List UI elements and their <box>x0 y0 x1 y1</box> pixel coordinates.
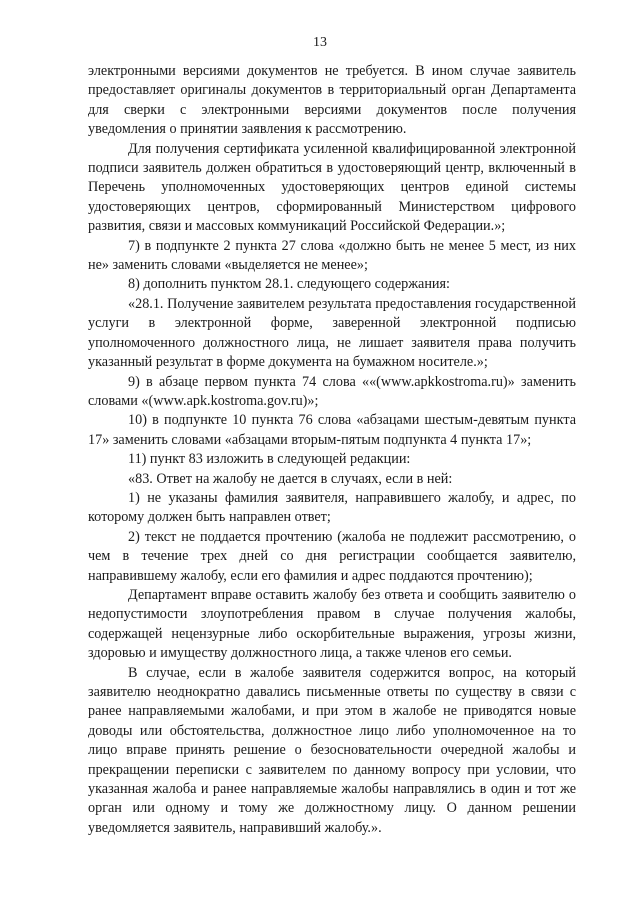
paragraph-item-11: 11) пункт 83 изложить в следующей редакции: <box>128 451 411 468</box>
paragraph-department-right: Департамент вправе оставить жалобу без ответа и сообщить заявителю о недопустимости злоупотребления правом в случае получения жалобы, содержащей нецензурные либо оскорбительные выражения, угрозы жизни, здоровью и имуществу должностного лица, а также членов его семьи. <box>88 586 576 662</box>
document-body <box>88 62 576 838</box>
paragraph-item-7: 7) в подпункте 2 пункта 27 слова «должно быть не менее 5 мест, из них не» заменить словами «выделяется не менее»; <box>88 237 576 274</box>
paragraph-repeated-complaint: В случае, если в жалобе заявителя содержится вопрос, на который заявителю неоднократно давались письменные ответы по существу в связи с ранее направляемыми жалобами, и при этом в жалобе не приводятся новые доводы или обстоятельства, должностное лицо либо уполномоченное на то лицо вправе принять решение о безосновательности очередной жалобы и прекращении переписки с заявителем по данному вопросу при условии, что указанная жалоба и ранее направляемые жалобы направлялись в один и тот же орган или одному и тому же должностному лицу. О данном решении уведомляется заявитель, направивший жалобу.». <box>88 664 576 836</box>
paragraph-subitem-2: 2) текст не поддается прочтению (жалоба не подлежит рассмотрению, о чем в течение трех дней со дня регистрации сообщается заявителю, направившему жалобу, если его фамилия и адрес поддаются прочтению); <box>88 528 576 584</box>
paragraph-signature-certificate: Для получения сертификата усиленной квалифицированной электронной подписи заявитель должен обратиться в удостоверяющий центр, включенный в Перечень уполномоченных удостоверяющих центров единой системы удостоверяющих центров, сформированный Министерством цифрового развития, связи и массовых коммуникаций Российской Федерации.»; <box>88 140 576 235</box>
page-number: 13 <box>313 35 327 50</box>
paragraph-item-9: 9) в абзаце первом пункта 74 слова ««(www.apkkostroma.ru)» заменить словами «(www.apk.kostroma.gov.ru)»; <box>88 373 576 409</box>
paragraph-clause-28-1: «28.1. Получение заявителем результата предоставления государственной услуги в электронной форме, заверенной электронной подписью уполномоченного должностного лица, не лишает заявителя права получить указанный результат в форме документа на бумажном носителе.»; <box>88 295 576 371</box>
paragraph-subitem-1: 1) не указаны фамилия заявителя, направившего жалобу, и адрес, по которому должен быть направлен ответ; <box>88 489 576 526</box>
paragraph-item-10: 10) в подпункте 10 пункта 76 слова «абзацами шестым-девятым пункта 17» заменить словами «абзацами вторым-пятым подпункта 4 пункта 17»; <box>88 412 576 448</box>
paragraph-continuation: электронными версиями документов не требуется. В ином случае заявитель предоставляет оригиналы документов в территориальный орган Департамента для сверки с электронными версиями документов после получения уведомления о принятии заявления к рассмотрению. <box>88 63 576 138</box>
paragraph-item-8: 8) дополнить пунктом 28.1. следующего содержания: <box>128 276 450 293</box>
paragraph-clause-83: «83. Ответ на жалобу не дается в случаях, если в ней: <box>128 470 453 487</box>
